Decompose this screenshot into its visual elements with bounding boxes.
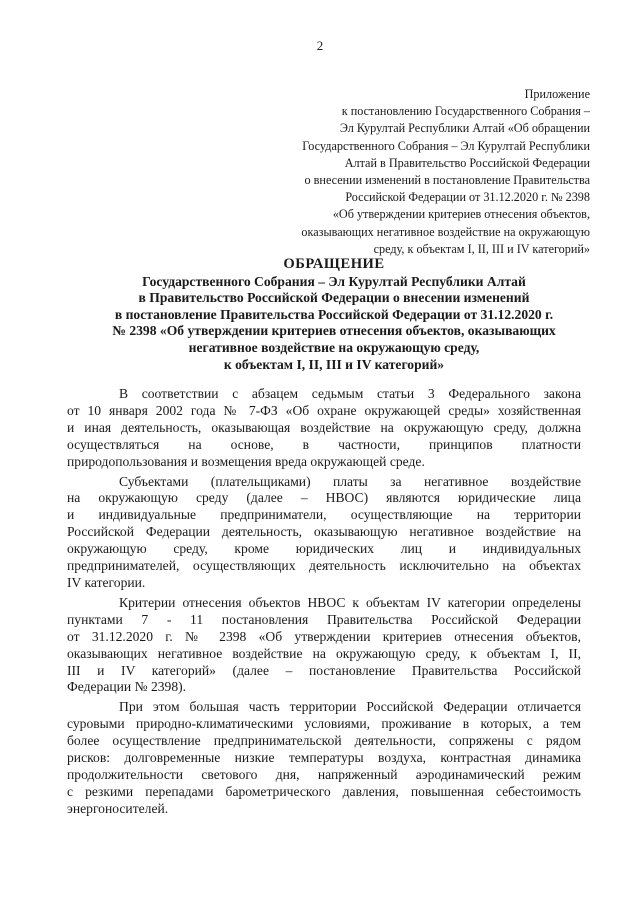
text-line: на окружающую среду (далее – НВОС) являются юридические лица — [67, 490, 581, 506]
appendix-line: к постановлению Государственного Собрания – — [341, 104, 590, 119]
paragraph-criteria — [67, 595, 581, 696]
document-title: ОБРАЩЕНИЕ — [283, 256, 385, 272]
heading-line: в Правительство Российской Федерации о внесении изменений — [138, 290, 530, 306]
heading-line: в постановление Правительства Российской Федерации от 31.12.2020 г. — [114, 306, 554, 322]
appendix-line: оказывающих негативное воздействие на окружающую — [301, 224, 590, 239]
appendix-line: Алтай в Правительство Российской Федерации — [344, 155, 590, 170]
paragraph-legal-basis — [67, 386, 581, 471]
heading-line: к объектам I, II, III и IV категорий» — [223, 356, 445, 372]
text-line: и иная деятельность, оказывающая воздействие на окружающую среду, должна — [67, 419, 581, 435]
heading-line: негативное воздействие на окружающую среду, — [188, 339, 480, 355]
appendix-line: Эл Курултай Республики Алтай «Об обращении — [339, 121, 590, 136]
appendix-note — [250, 86, 590, 258]
text-line: и индивидуальные предприниматели, осуществляющие на территории — [67, 507, 581, 523]
text-line: природопользования и возмещения вреда окружающей среде. — [67, 453, 425, 469]
text-line: Российской Федерации деятельность, оказывающую негативное воздействие на — [67, 524, 581, 540]
text-line: В соответствии с абзацем седьмым статьи 3 Федерального закона — [119, 386, 581, 401]
text-line: продолжительности светового дня, напряженный аэродинамический режим — [67, 766, 581, 782]
document-heading — [100, 256, 568, 373]
appendix-line: Приложение — [524, 87, 590, 101]
text-line: При этом большая часть территории Российской Федерации отличается — [119, 699, 581, 715]
text-line: энергоносителей. — [67, 800, 169, 816]
heading-line: Государственного Собрания – Эл Курултай Республики Алтай — [142, 273, 526, 289]
appendix-line: «Об утверждении критериев отнесения объектов, — [332, 207, 590, 222]
paragraph-climate — [67, 699, 581, 817]
document-body — [67, 386, 581, 821]
heading-line: № 2398 «Об утверждении критериев отнесения объектов, оказывающих — [112, 323, 556, 339]
text-line: осуществляться на основе, в частности, принципов платности — [67, 436, 581, 452]
appendix-line: о внесении изменений в постановление Правительства — [304, 173, 590, 188]
text-line: более осуществление предпринимательской деятельности, сопряжены с рядом — [67, 733, 581, 749]
text-line: от 31.12.2020 г. № 2398 «Об утверждении критериев отнесения объектов, — [67, 628, 581, 644]
text-line: оказывающих негативное воздействие на окружающую среду, к объектам I, II, — [67, 645, 581, 661]
text-line: III и IV категорий» (далее – постановление Правительства Российской — [67, 662, 581, 678]
text-line: пунктами 7 - 11 постановления Правительства Российской Федерации — [67, 611, 581, 627]
paragraph-payers — [67, 474, 581, 592]
text-line: от 10 января 2002 года № 7-ФЗ «Об охране окружающей среды» хозяйственная — [67, 402, 581, 418]
text-line: предпринимателей, осуществляющих деятельность исключительно на объектах — [67, 558, 581, 574]
appendix-line: среду, к объектам I, II, III и IV категорий» — [373, 241, 590, 256]
page-number: 2 — [316, 38, 324, 53]
text-line: рисков: долговременные низкие температуры воздуха, контрастная динамика — [67, 750, 581, 766]
text-line: Федерации № 2398). — [67, 679, 187, 695]
text-line: Критерии отнесения объектов НВОС к объектам IV категории определены — [119, 594, 581, 610]
appendix-line: Государственного Собрания – Эл Курултай Республики — [302, 138, 590, 153]
text-line: IV категории. — [67, 574, 146, 590]
appendix-line: Российской Федерации от 31.12.2020 г. № 2398 — [345, 190, 590, 205]
text-line: суровыми природно-климатическими условиями, проживание в которых, а тем — [67, 716, 581, 732]
text-line: Субъектами (плательщиками) платы за негативное воздействие — [119, 473, 581, 489]
text-line: окружающую среду, кроме юридических лиц и индивидуальных — [67, 541, 581, 557]
text-line: с резкими перепадами барометрического давления, повышенная себестоимость — [67, 783, 581, 799]
